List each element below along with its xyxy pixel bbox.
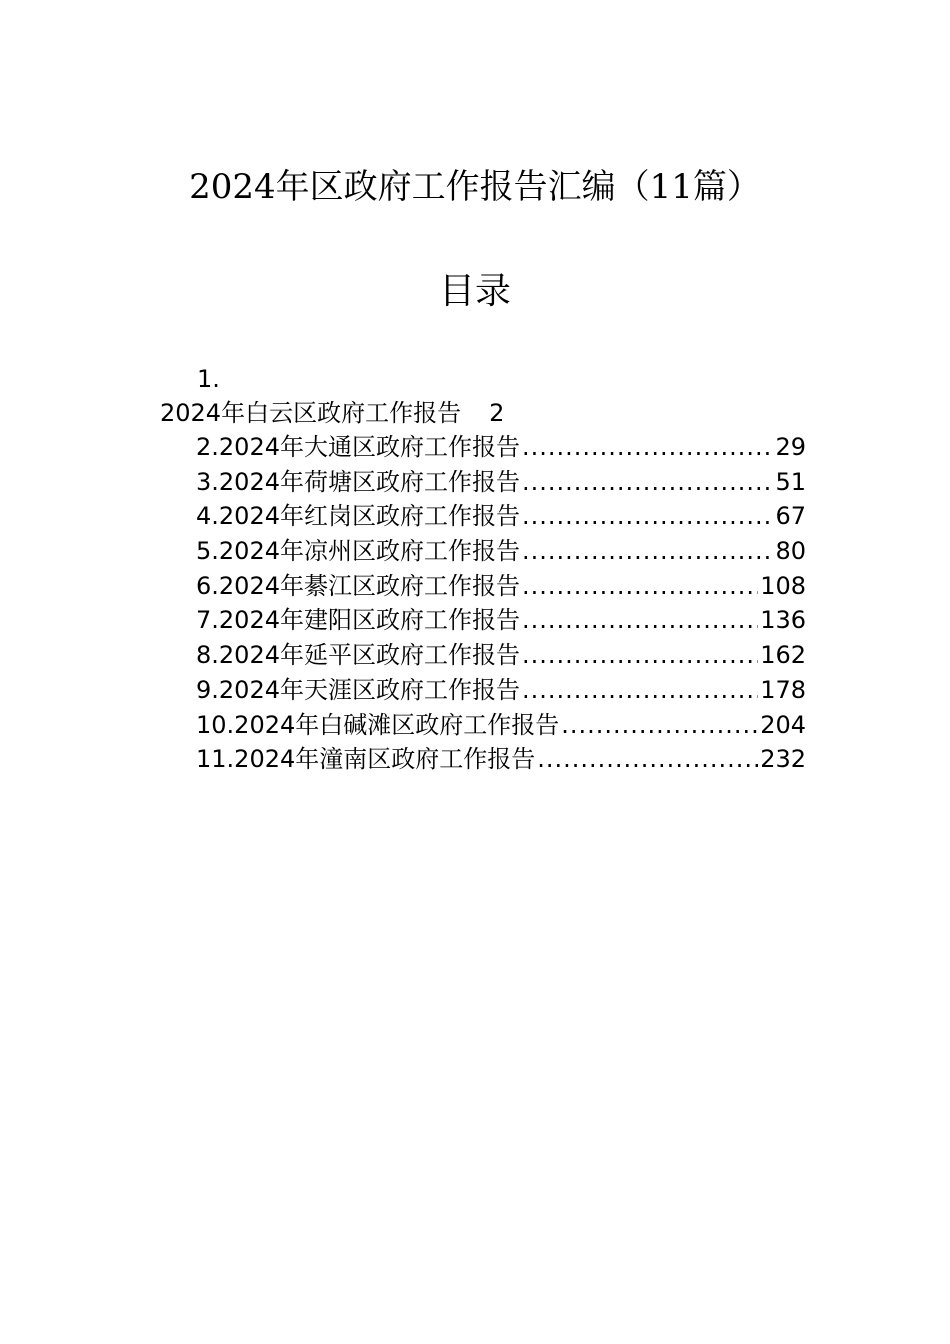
title-text: 年区政府工作报告汇编（	[275, 167, 650, 207]
toc-entry[interactable]	[196, 534, 806, 569]
toc-entry-page: 67	[775, 502, 806, 531]
toc-entry[interactable]	[196, 603, 806, 638]
toc-leader-dots	[522, 499, 773, 534]
toc-entry-label: 2.2024年大通区政府工作报告	[196, 433, 520, 461]
toc-leader-dots	[522, 603, 758, 638]
toc-entry-page: 136	[760, 606, 806, 635]
toc-entry[interactable]	[196, 638, 806, 673]
title-count: 11	[649, 167, 693, 207]
toc-leader-dots	[561, 708, 758, 743]
title-year: 2024	[189, 167, 276, 207]
toc-entry-page: 29	[775, 433, 806, 461]
toc-entry-1-line	[160, 396, 504, 430]
toc-entry[interactable]	[196, 465, 806, 500]
toc-entry-1-label: 2024年白云区政府工作报告	[160, 399, 462, 427]
toc-entry[interactable]	[196, 742, 806, 777]
toc-leader-dots	[522, 569, 758, 604]
toc-entry[interactable]	[196, 430, 806, 465]
toc-entry-label: 8.2024年延平区政府工作报告	[196, 641, 520, 670]
document-title	[0, 164, 950, 210]
toc-entry-label: 10.2024年白碱滩区政府工作报告	[196, 710, 560, 739]
toc-entry-page: 204	[760, 710, 806, 739]
toc-entry-label: 6.2024年綦江区政府工作报告	[196, 571, 520, 600]
toc-entry-page: 178	[760, 675, 806, 704]
toc-entry-1[interactable]	[160, 362, 504, 430]
toc-entry-label: 5.2024年凉州区政府工作报告	[196, 537, 520, 566]
toc-leader-dots	[522, 465, 773, 500]
toc-entry-page: 80	[775, 537, 806, 566]
toc-leader-dots	[537, 742, 758, 777]
toc-entry-label: 4.2024年红岗区政府工作报告	[196, 502, 520, 531]
toc-entry[interactable]	[196, 708, 806, 743]
toc-entry-1-number: 1.	[197, 365, 220, 393]
toc-entry-1-page: 2	[489, 399, 505, 427]
toc-entry-label: 11.2024年潼南区政府工作报告	[196, 745, 536, 774]
toc-leader-dots	[522, 430, 773, 465]
title-suffix: 篇）	[692, 167, 761, 207]
toc-entry-page: 232	[760, 745, 806, 774]
toc-entry-page: 108	[760, 571, 806, 600]
toc-entry[interactable]	[196, 673, 806, 708]
toc-entry[interactable]	[196, 499, 806, 534]
toc-leader-dots	[522, 673, 758, 708]
toc-entry-page: 51	[775, 467, 806, 496]
toc-entry-label: 9.2024年天涯区政府工作报告	[196, 675, 520, 704]
toc-entry-label: 3.2024年荷塘区政府工作报告	[196, 467, 520, 496]
toc-list	[196, 430, 806, 777]
toc-heading: 目录	[438, 271, 511, 312]
toc-entry-label: 7.2024年建阳区政府工作报告	[196, 606, 520, 635]
toc-leader-dots	[522, 638, 758, 673]
toc-leader-dots	[522, 534, 773, 569]
toc-entry-page: 162	[760, 641, 806, 670]
toc-entry[interactable]	[196, 569, 806, 604]
